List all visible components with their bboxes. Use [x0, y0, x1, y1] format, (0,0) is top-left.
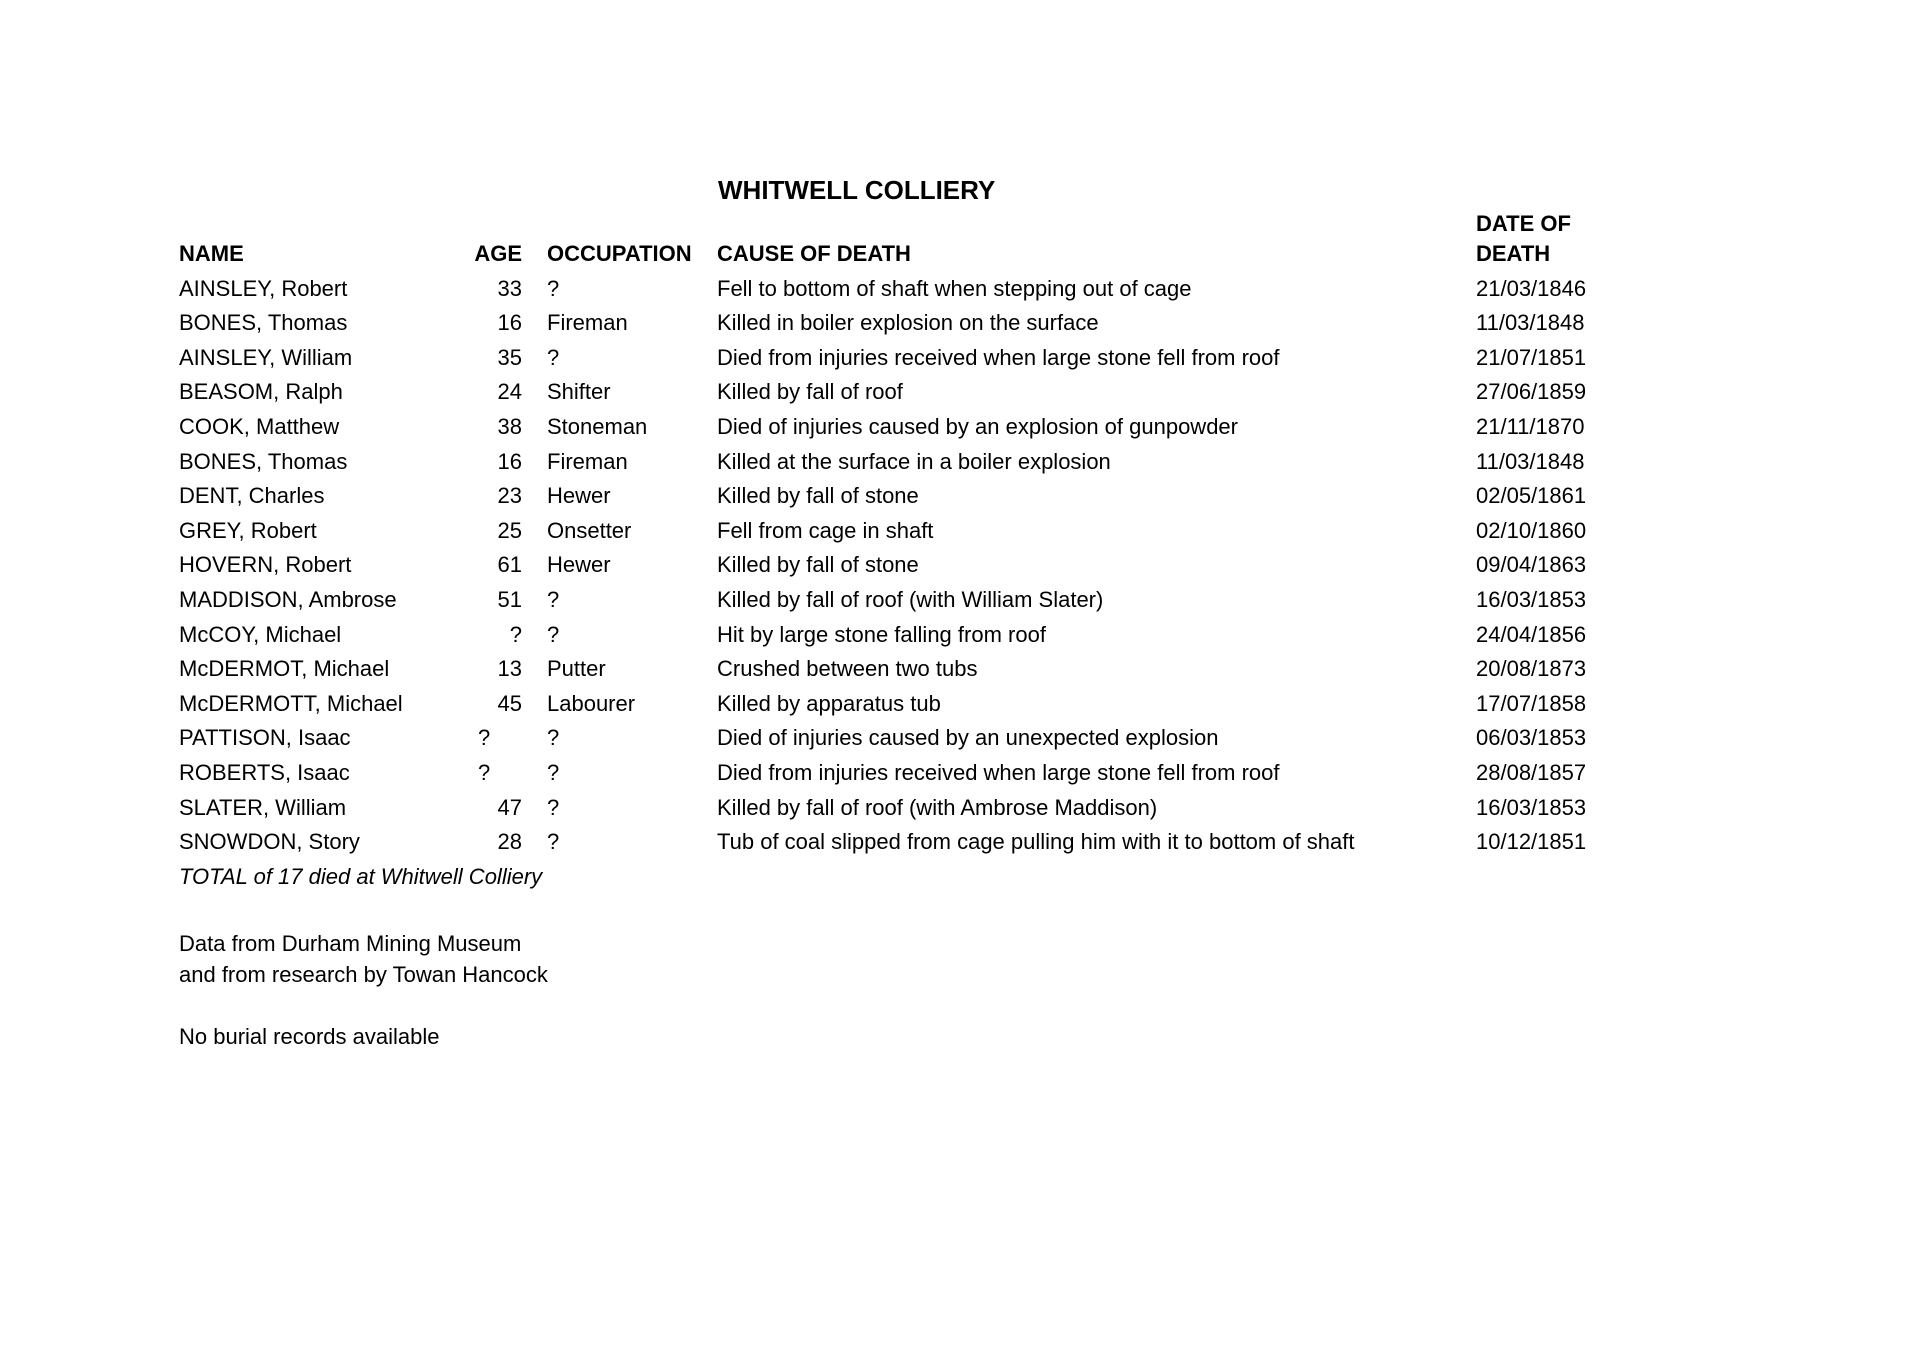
- cell-name: BONES, Thomas: [179, 310, 348, 336]
- cell-cause: Killed by fall of stone: [717, 483, 919, 509]
- table-row: [179, 307, 1659, 342]
- cell-cause: Killed by fall of roof: [717, 379, 903, 405]
- column-header-date-line2: DEATH: [1476, 241, 1551, 266]
- cell-cause: Died of injuries caused by an unexpected explosion: [717, 725, 1219, 751]
- cell-cause: Crushed between two tubs: [717, 656, 978, 682]
- cell-age: 33: [497, 275, 522, 301]
- cell-name: BONES, Thomas: [179, 448, 348, 474]
- cell-date: 17/07/1858: [1476, 690, 1587, 716]
- table-row: [179, 341, 1659, 376]
- cell-age: 16: [497, 448, 522, 474]
- cell-age: 23: [497, 483, 522, 509]
- cell-cause: Hit by large stone falling from roof: [717, 621, 1046, 647]
- cell-date: 21/03/1846: [1476, 275, 1587, 301]
- total-note: TOTAL of 17 died at Whitwell Colliery: [179, 864, 543, 889]
- cell-cause: Tub of coal slipped from cage pulling him with it to bottom of shaft: [717, 829, 1355, 855]
- cell-age: ?: [509, 621, 522, 647]
- cell-date: 21/07/1851: [1476, 344, 1587, 370]
- cell-date: 28/08/1857: [1476, 759, 1587, 785]
- cell-date: 21/11/1870: [1476, 413, 1585, 439]
- cell-cause: Died of injuries caused by an explosion of gunpowder: [717, 413, 1238, 439]
- cell-name: AINSLEY, Robert: [179, 275, 348, 301]
- cell-name: SLATER, William: [179, 794, 347, 820]
- fatalities-table: [179, 210, 1659, 860]
- cell-date: 27/06/1859: [1476, 379, 1587, 405]
- cell-name: SNOWDON, Story: [179, 829, 360, 855]
- table-row: [179, 445, 1659, 480]
- cell-occupation: ?: [547, 621, 560, 647]
- table-row: [179, 410, 1659, 445]
- cell-date: 20/08/1873: [1476, 656, 1587, 682]
- cell-name: McDERMOTT, Michael: [179, 690, 403, 716]
- cell-date: 16/03/1853: [1476, 586, 1587, 612]
- cell-occupation: Labourer: [547, 690, 636, 716]
- cell-date: 06/03/1853: [1476, 725, 1587, 751]
- cell-date: 09/04/1863: [1476, 552, 1587, 578]
- table-row: [179, 272, 1659, 307]
- source-note-line1: Data from Durham Mining Museum: [179, 931, 522, 956]
- table-row: [179, 722, 1659, 757]
- cell-occupation: ?: [547, 344, 560, 370]
- cell-age: 38: [497, 413, 522, 439]
- cell-date: 16/03/1853: [1476, 794, 1587, 820]
- column-header-age: AGE: [474, 241, 522, 266]
- cell-date: 11/03/1848: [1476, 310, 1585, 336]
- cell-name: BEASOM, Ralph: [179, 379, 343, 405]
- cell-cause: Died from injuries received when large stone fell from roof: [717, 759, 1280, 785]
- cell-name: MADDISON, Ambrose: [179, 586, 397, 612]
- cell-name: AINSLEY, William: [179, 344, 353, 370]
- table-body: [179, 272, 1659, 860]
- cell-occupation: ?: [547, 759, 560, 785]
- cell-name: PATTISON, Isaac: [179, 725, 351, 751]
- cell-age: ?: [478, 725, 491, 751]
- cell-cause: Killed by fall of roof (with Ambrose Maddison): [717, 794, 1158, 820]
- cell-occupation: Putter: [547, 656, 606, 682]
- cell-occupation: ?: [547, 725, 560, 751]
- cell-cause: Killed at the surface in a boiler explosion: [717, 448, 1111, 474]
- cell-name: COOK, Matthew: [179, 413, 340, 439]
- column-header-date-line1: DATE OF: [1476, 211, 1571, 236]
- cell-cause: Killed by fall of stone: [717, 552, 919, 578]
- cell-age: 35: [497, 344, 522, 370]
- cell-occupation: Stoneman: [547, 413, 648, 439]
- cell-occupation: ?: [547, 586, 560, 612]
- page-title: WHITWELL COLLIERY: [718, 175, 996, 205]
- cell-age: 47: [497, 794, 522, 820]
- table-row: [179, 376, 1659, 411]
- cell-age: 61: [497, 552, 522, 578]
- cell-date: 10/12/1851: [1476, 829, 1587, 855]
- notes-spacer: [179, 990, 548, 1021]
- table-row: [179, 653, 1659, 688]
- cell-age: 28: [497, 829, 522, 855]
- column-header-date: [1476, 209, 1571, 269]
- cell-date: 02/10/1860: [1476, 517, 1587, 543]
- cell-cause: Fell from cage in shaft: [717, 517, 934, 543]
- cell-occupation: Shifter: [547, 379, 611, 405]
- cell-occupation: Onsetter: [547, 517, 632, 543]
- column-header-occupation: OCCUPATION: [547, 241, 692, 266]
- cell-age: ?: [478, 759, 491, 785]
- cell-name: HOVERN, Robert: [179, 552, 352, 578]
- cell-name: ROBERTS, Isaac: [179, 759, 350, 785]
- cell-cause: Fell to bottom of shaft when stepping out of cage: [717, 275, 1192, 301]
- cell-cause: Died from injuries received when large stone fell from roof: [717, 344, 1280, 370]
- table-row: [179, 791, 1659, 826]
- cell-occupation: ?: [547, 275, 560, 301]
- cell-name: GREY, Robert: [179, 517, 317, 543]
- cell-age: 13: [497, 656, 522, 682]
- cell-date: 02/05/1861: [1476, 483, 1587, 509]
- table-row: [179, 756, 1659, 791]
- cell-occupation: Fireman: [547, 310, 628, 336]
- column-header-cause: CAUSE OF DEATH: [717, 241, 911, 266]
- cell-age: 25: [497, 517, 522, 543]
- notes: [179, 928, 548, 1052]
- burial-note: No burial records available: [179, 1024, 440, 1049]
- table-row: [179, 826, 1659, 861]
- source-note-line2: and from research by Towan Hancock: [179, 962, 548, 987]
- cell-date: 24/04/1856: [1476, 621, 1587, 647]
- cell-cause: Killed in boiler explosion on the surface: [717, 310, 1099, 336]
- table-row: [179, 514, 1659, 549]
- cell-occupation: Fireman: [547, 448, 628, 474]
- table-row: [179, 618, 1659, 653]
- cell-name: DENT, Charles: [179, 483, 325, 509]
- table-row: [179, 549, 1659, 584]
- table-row: [179, 480, 1659, 515]
- cell-date: 11/03/1848: [1476, 448, 1585, 474]
- cell-age: 45: [497, 690, 522, 716]
- cell-occupation: ?: [547, 794, 560, 820]
- cell-cause: Killed by fall of roof (with William Slater): [717, 586, 1104, 612]
- cell-name: McCOY, Michael: [179, 621, 342, 647]
- cell-age: 24: [497, 379, 522, 405]
- table-row: [179, 687, 1659, 722]
- cell-occupation: Hewer: [547, 552, 611, 578]
- cell-age: 51: [497, 586, 522, 612]
- cell-age: 16: [497, 310, 522, 336]
- column-header-name: NAME: [179, 241, 244, 266]
- cell-cause: Killed by apparatus tub: [717, 690, 941, 716]
- cell-occupation: ?: [547, 829, 560, 855]
- cell-name: McDERMOT, Michael: [179, 656, 390, 682]
- cell-occupation: Hewer: [547, 483, 611, 509]
- table-row: [179, 583, 1659, 618]
- table-header-row: [179, 210, 1659, 272]
